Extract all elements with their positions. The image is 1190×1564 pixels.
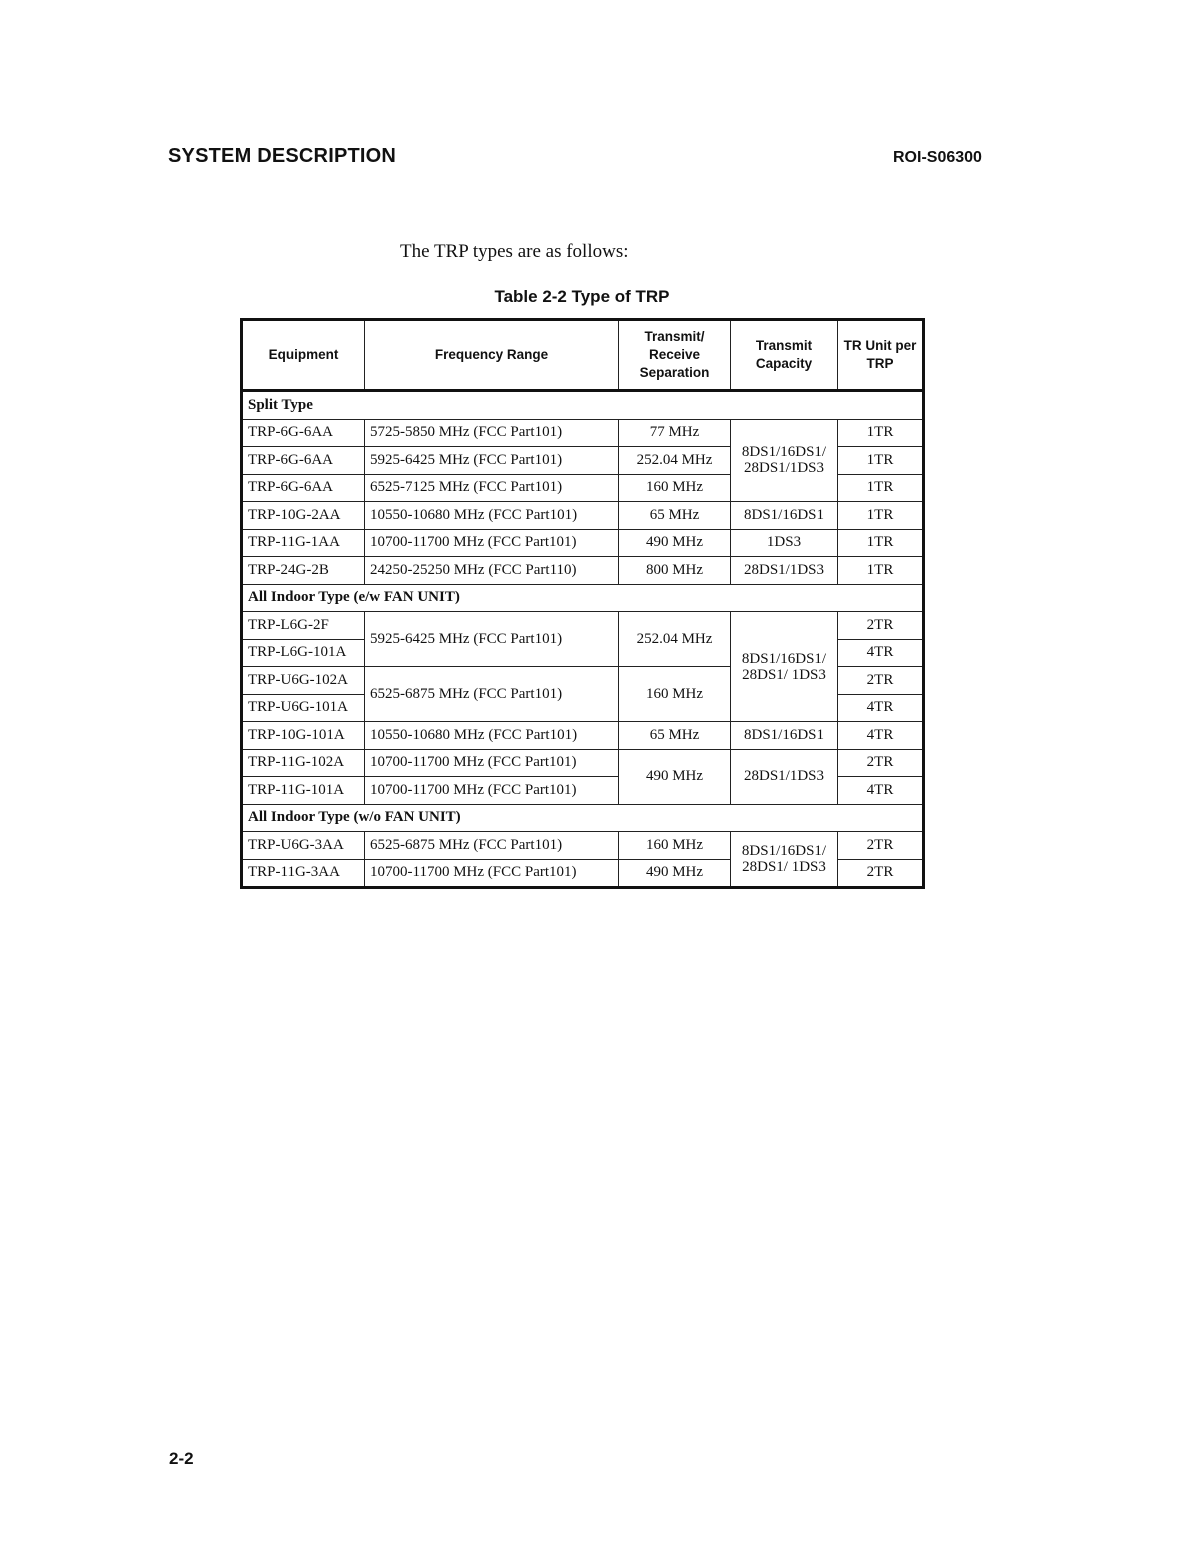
cell-capacity: 1DS3 (731, 529, 838, 557)
cell-tr-unit: 2TR (838, 832, 924, 860)
section-row (242, 584, 924, 612)
header-transmit-capacity: Transmit Capacity (731, 320, 838, 391)
header-frequency-range: Frequency Range (365, 320, 619, 391)
section-row (242, 391, 924, 420)
cell-equipment: TRP-10G-101A (242, 722, 365, 750)
section-title-indoor-without-fan: All Indoor Type (w/o FAN UNIT) (242, 804, 924, 832)
cell-frequency-merged: 6525-6875 MHz (FCC Part101) (365, 667, 619, 722)
cell-separation-merged: 160 MHz (619, 667, 731, 722)
cell-frequency: 10700-11700 MHz (FCC Part101) (365, 859, 619, 888)
cell-frequency: 5925-6425 MHz (FCC Part101) (365, 447, 619, 475)
cell-frequency-merged: 5925-6425 MHz (FCC Part101) (365, 612, 619, 667)
cell-separation: 65 MHz (619, 502, 731, 530)
cell-capacity-merged: 8DS1/16DS1/ 28DS1/ 1DS3 (731, 832, 838, 888)
cell-tr-unit: 2TR (838, 667, 924, 695)
cell-tr-unit: 2TR (838, 859, 924, 888)
cell-capacity-merged: 28DS1/1DS3 (731, 749, 838, 804)
cell-tr-unit: 1TR (838, 419, 924, 447)
cell-equipment: TRP-11G-3AA (242, 859, 365, 888)
cell-frequency: 10700-11700 MHz (FCC Part101) (365, 777, 619, 805)
cell-tr-unit: 1TR (838, 474, 924, 502)
cell-capacity: 8DS1/16DS1 (731, 722, 838, 750)
cell-capacity-merged: 8DS1/16DS1/ 28DS1/1DS3 (731, 419, 838, 502)
cell-separation-merged: 252.04 MHz (619, 612, 731, 667)
cell-tr-unit: 4TR (838, 694, 924, 722)
cell-tr-unit: 4TR (838, 639, 924, 667)
cell-frequency: 10550-10680 MHz (FCC Part101) (365, 502, 619, 530)
page-number: 2-2 (169, 1449, 194, 1468)
cell-separation: 252.04 MHz (619, 447, 731, 475)
table-row (242, 749, 924, 777)
cell-equipment: TRP-U6G-101A (242, 694, 365, 722)
cell-tr-unit: 1TR (838, 447, 924, 475)
section-title-indoor-with-fan: All Indoor Type (e/w FAN UNIT) (242, 584, 924, 612)
header-separation: Transmit/ Receive Separation (619, 320, 731, 391)
cell-separation: 77 MHz (619, 419, 731, 447)
cell-frequency: 6525-6875 MHz (FCC Part101) (365, 832, 619, 860)
cell-frequency: 5725-5850 MHz (FCC Part101) (365, 419, 619, 447)
cell-equipment: TRP-10G-2AA (242, 502, 365, 530)
cell-separation: 160 MHz (619, 474, 731, 502)
cell-frequency: 10550-10680 MHz (FCC Part101) (365, 722, 619, 750)
cell-tr-unit: 2TR (838, 612, 924, 640)
section-row (242, 804, 924, 832)
cell-separation: 800 MHz (619, 557, 731, 585)
cell-capacity: 8DS1/16DS1 (731, 502, 838, 530)
page-header-title: SYSTEM DESCRIPTION (168, 145, 397, 167)
cell-tr-unit: 1TR (838, 502, 924, 530)
cell-equipment: TRP-11G-101A (242, 777, 365, 805)
cell-separation: 490 MHz (619, 529, 731, 557)
document-code: ROI-S06300 (893, 149, 982, 166)
header-tr-unit: TR Unit per TRP (838, 320, 924, 391)
section-title-split-type: Split Type (242, 391, 924, 420)
cell-frequency: 10700-11700 MHz (FCC Part101) (365, 749, 619, 777)
cell-tr-unit: 4TR (838, 777, 924, 805)
cell-equipment: TRP-6G-6AA (242, 474, 365, 502)
cell-frequency: 10700-11700 MHz (FCC Part101) (365, 529, 619, 557)
table-row (242, 502, 924, 530)
cell-equipment: TRP-11G-1AA (242, 529, 365, 557)
cell-frequency: 6525-7125 MHz (FCC Part101) (365, 474, 619, 502)
cell-separation: 160 MHz (619, 832, 731, 860)
cell-capacity: 28DS1/1DS3 (731, 557, 838, 585)
cell-separation: 490 MHz (619, 859, 731, 888)
cell-tr-unit: 2TR (838, 749, 924, 777)
cell-equipment: TRP-11G-102A (242, 749, 365, 777)
intro-text: The TRP types are as follows: (400, 241, 629, 262)
cell-tr-unit: 4TR (838, 722, 924, 750)
table-row (242, 612, 924, 640)
cell-separation: 65 MHz (619, 722, 731, 750)
cell-equipment: TRP-24G-2B (242, 557, 365, 585)
trp-types-table (240, 318, 925, 889)
cell-tr-unit: 1TR (838, 557, 924, 585)
table-row (242, 557, 924, 585)
cell-frequency: 24250-25250 MHz (FCC Part110) (365, 557, 619, 585)
cell-separation-merged: 490 MHz (619, 749, 731, 804)
cell-capacity-merged: 8DS1/16DS1/ 28DS1/ 1DS3 (731, 612, 838, 722)
table-row (242, 419, 924, 447)
header-equipment: Equipment (242, 320, 365, 391)
cell-equipment: TRP-U6G-102A (242, 667, 365, 695)
cell-tr-unit: 1TR (838, 529, 924, 557)
table-row (242, 832, 924, 860)
cell-equipment: TRP-6G-6AA (242, 447, 365, 475)
cell-equipment: TRP-L6G-2F (242, 612, 365, 640)
table-row (242, 722, 924, 750)
table-row (242, 529, 924, 557)
cell-equipment: TRP-U6G-3AA (242, 832, 365, 860)
cell-equipment: TRP-L6G-101A (242, 639, 365, 667)
table-caption: Table 2-2 Type of TRP (494, 287, 670, 306)
table-header-row (242, 320, 924, 391)
cell-equipment: TRP-6G-6AA (242, 419, 365, 447)
